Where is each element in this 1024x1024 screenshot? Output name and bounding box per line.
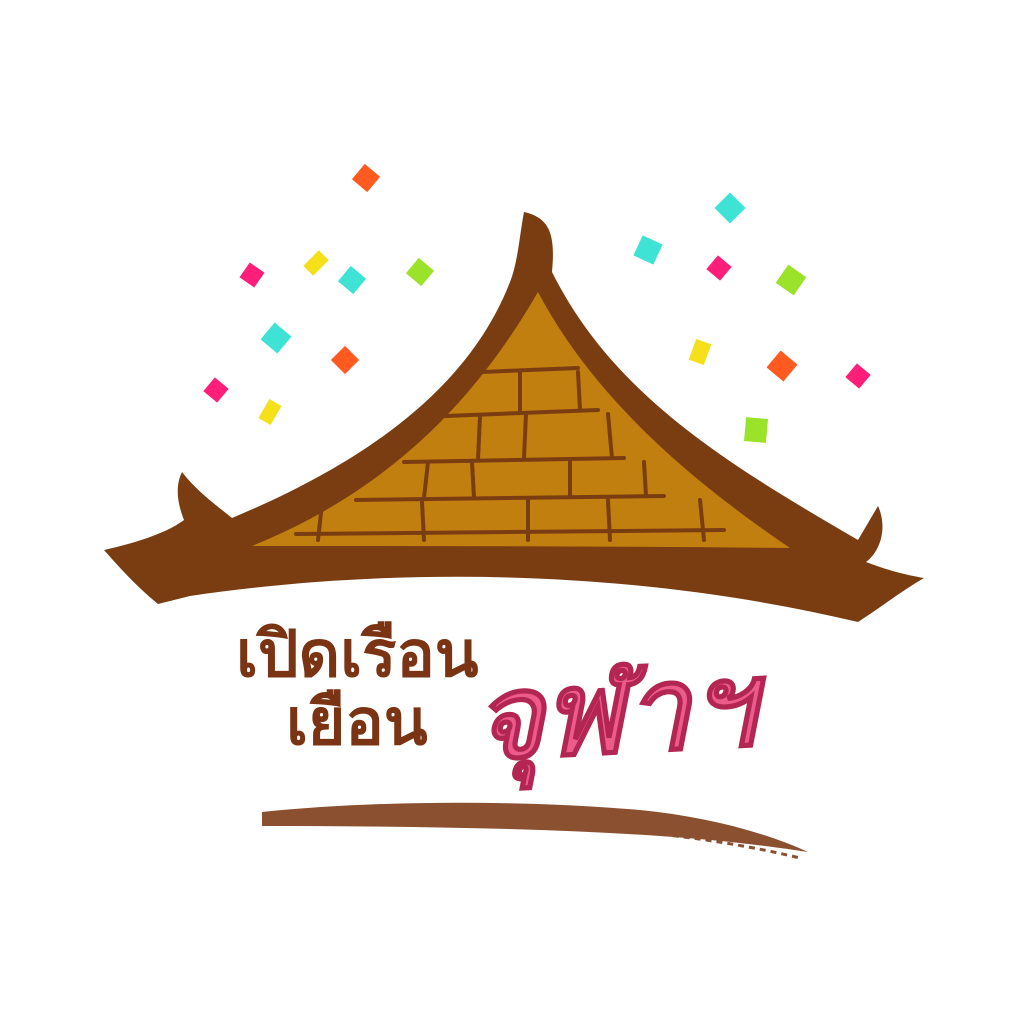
title-line-2: เยือน: [286, 686, 428, 760]
title-line-1: เปิดเรือน: [236, 618, 479, 692]
confetti-piece: [767, 351, 798, 382]
confetti-piece: [352, 164, 380, 192]
brush-stroke-main: [262, 803, 808, 852]
confetti-piece: [706, 255, 731, 280]
confetti-piece: [689, 339, 712, 365]
confetti-piece: [744, 417, 768, 443]
confetti-piece: [845, 363, 870, 388]
confetti-piece: [261, 323, 292, 354]
thai-roof: [104, 212, 924, 622]
confetti-piece: [714, 192, 745, 223]
confetti-piece: [633, 235, 662, 264]
confetti-piece: [776, 265, 807, 296]
confetti-piece: [203, 377, 228, 402]
logo-text: [236, 618, 771, 793]
confetti-piece: [406, 258, 434, 286]
confetti-piece: [258, 399, 281, 425]
brush-stroke: [262, 803, 808, 858]
confetti-piece: [239, 262, 264, 287]
confetti-piece: [303, 250, 328, 275]
title-accent: จุฬาฯ: [470, 633, 760, 788]
confetti-piece: [331, 346, 359, 374]
confetti-piece: [338, 266, 366, 294]
roof-tiles: [252, 292, 790, 548]
